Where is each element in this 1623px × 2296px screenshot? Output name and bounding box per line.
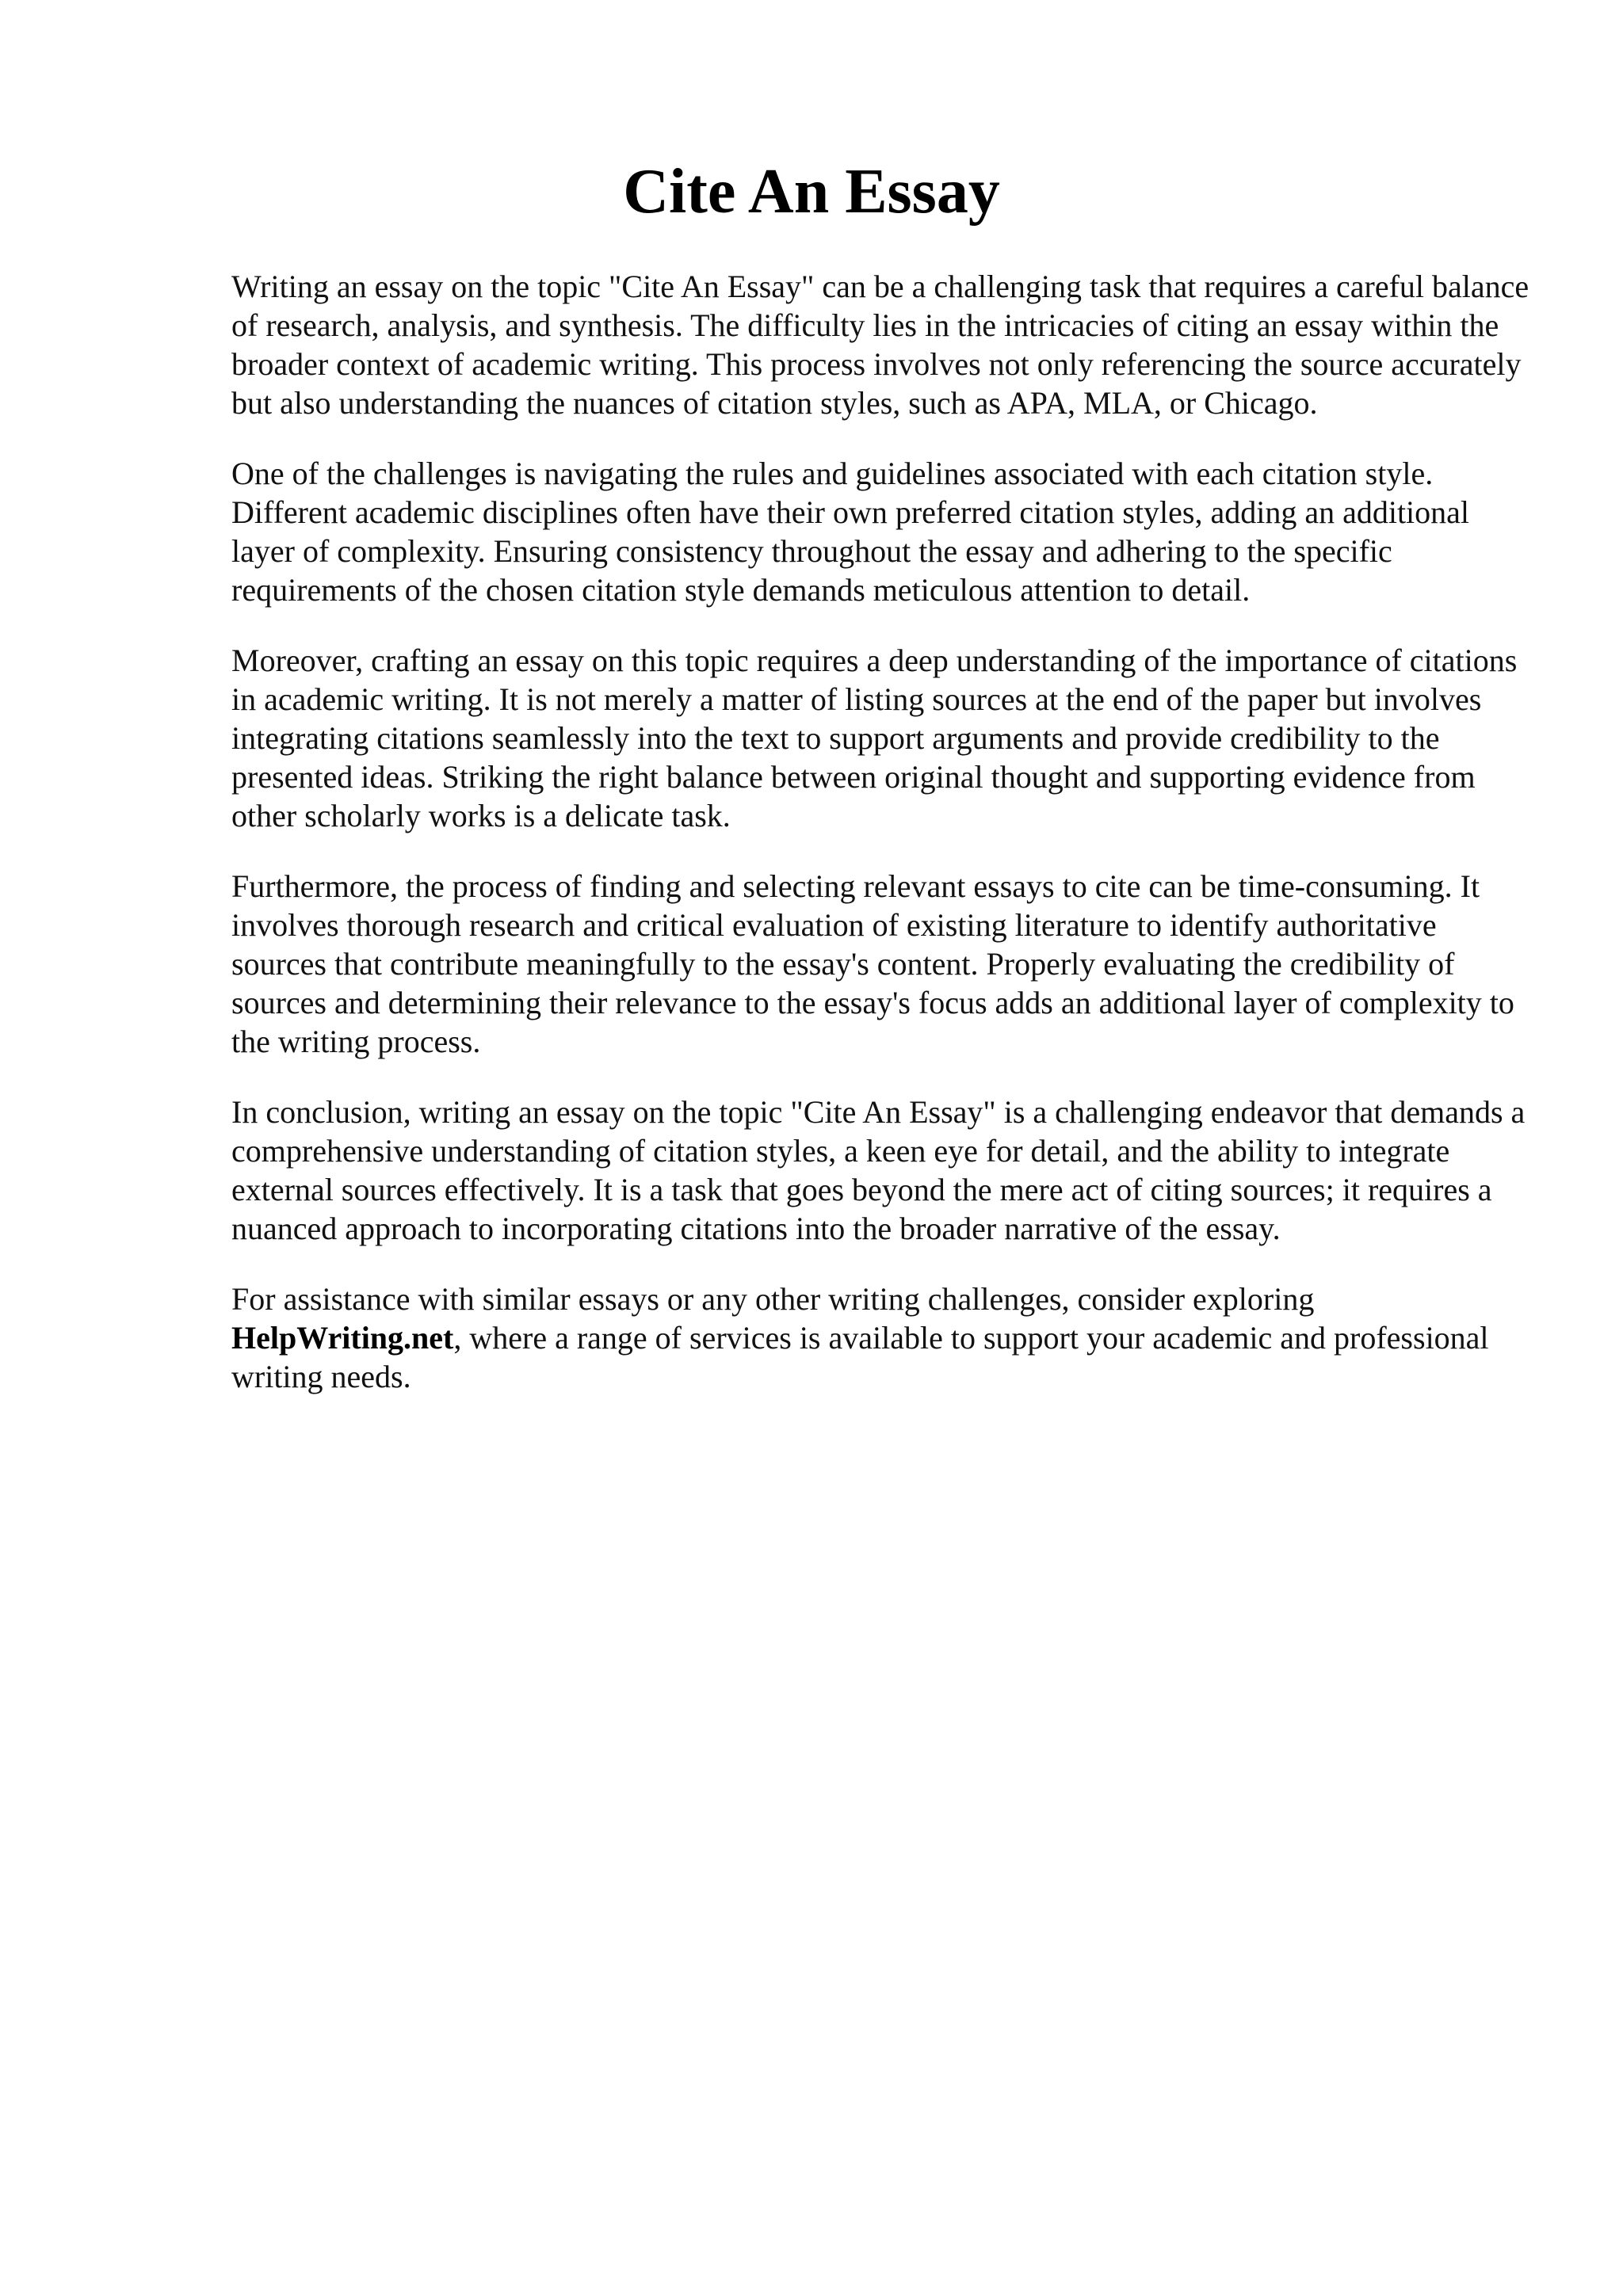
- paragraph-research: Furthermore, the process of finding and selecting relevant essays to cite can be time-consuming. It involves thorough research and critical evaluation of existing literature to identify authoritative sources that contribute meaningfully to the essay's content. Properly evaluating the credibility of sources and determining their relevance to the essay's focus adds an additional layer of complexity to the writing process.: [231, 868, 1514, 1059]
- paragraph-intro: Writing an essay on the topic "Cite An Essay" can be a challenging task that requires a careful balance of research, analysis, and synthesis. The difficulty lies in the intricacies of citing an essay within the broader context of academic writing. This process involves not only referencing the source accurately but also understanding the nuances of citation styles, such as APA, MLA, or Chicago.: [231, 269, 1529, 421]
- document-body: [231, 267, 1531, 1428]
- closing-text-before: For assistance with similar essays or any other writing challenges, consider exploring: [231, 1281, 1315, 1317]
- paragraph-closing: [231, 1280, 1531, 1396]
- paragraph-importance: Moreover, crafting an essay on this topic requires a deep understanding of the importance of citations in academic writing. It is not merely a matter of listing sources at the end of the paper but involves integrating citations seamlessly into the text to support arguments and provide credibility to the presented ideas. Striking the right balance between original thought and supporting evidence from other scholarly works is a delicate task.: [231, 643, 1518, 833]
- document-title: Cite An Essay: [623, 157, 1000, 227]
- brand-name: HelpWriting.net: [231, 1320, 454, 1356]
- closing-text-after: , where a range of services is available to support your academic and professional writing needs.: [231, 1320, 1489, 1394]
- paragraph-challenges: One of the challenges is navigating the rules and guidelines associated with each citation style. Different academic disciplines often have their own preferred citation styles, adding an additional layer of complexity. Ensuring consistency throughout the essay and adhering to the specific requirements of the chosen citation style demands meticulous attention to detail.: [231, 456, 1470, 608]
- paragraph-conclusion: In conclusion, writing an essay on the topic "Cite An Essay" is a challenging endeavor that demands a comprehensive understanding of citation styles, a keen eye for detail, and the ability to integrate external sources effectively. It is a task that goes beyond the mere act of citing sources; it requires a nuanced approach to incorporating citations into the broader narrative of the essay.: [231, 1094, 1526, 1246]
